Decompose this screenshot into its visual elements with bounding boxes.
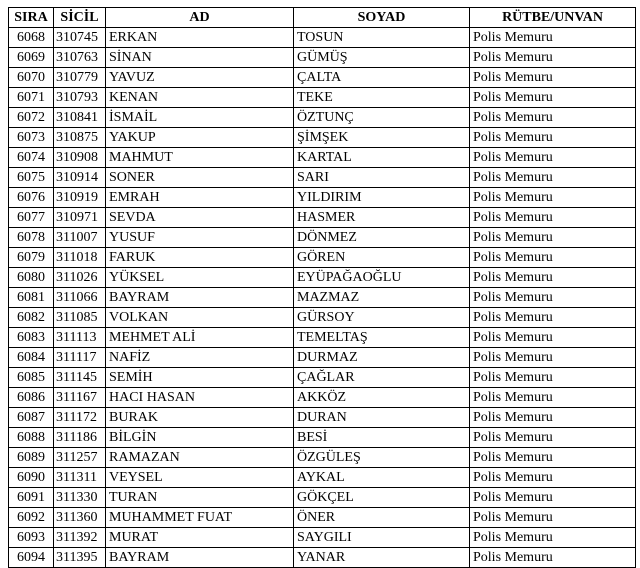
table-row <box>9 88 636 108</box>
ad-cell: VEYSEL <box>106 468 294 488</box>
table-row <box>9 268 636 288</box>
sicil-cell: 311330 <box>54 488 106 508</box>
ad-cell: SEVDA <box>106 208 294 228</box>
soyad-cell: ÇALTA <box>294 68 470 88</box>
soyad-cell: BESİ <box>294 428 470 448</box>
table-row <box>9 368 636 388</box>
ad-cell: ERKAN <box>106 28 294 48</box>
ad-cell: YÜKSEL <box>106 268 294 288</box>
sicil-cell: 311007 <box>54 228 106 248</box>
soyad-cell: EYÜPAĞAOĞLU <box>294 268 470 288</box>
ad-cell: MUHAMMET FUAT <box>106 508 294 528</box>
soyad-cell: GÖREN <box>294 248 470 268</box>
rutbe-unvan-cell: Polis Memuru <box>470 168 636 188</box>
rutbe-unvan-cell: Polis Memuru <box>470 548 636 568</box>
rutbe-unvan-cell: Polis Memuru <box>470 408 636 428</box>
table-header-row <box>9 8 636 28</box>
sicil-cell: 310914 <box>54 168 106 188</box>
soyad-cell: ÖZTUNÇ <box>294 108 470 128</box>
sicil-cell: 311167 <box>54 388 106 408</box>
sira-cell: 6091 <box>9 488 54 508</box>
table-body <box>9 28 636 568</box>
table-row <box>9 348 636 368</box>
ad-cell: BİLGİN <box>106 428 294 448</box>
sira-cell: 6085 <box>9 368 54 388</box>
sira-cell: 6087 <box>9 408 54 428</box>
table-row <box>9 408 636 428</box>
ad-cell: SONER <box>106 168 294 188</box>
table-row <box>9 168 636 188</box>
rutbe-unvan-cell: Polis Memuru <box>470 488 636 508</box>
rutbe-unvan-cell: Polis Memuru <box>470 288 636 308</box>
soyad-cell: YILDIRIM <box>294 188 470 208</box>
sicil-cell: 311145 <box>54 368 106 388</box>
rutbe-unvan-cell: Polis Memuru <box>470 508 636 528</box>
ad-cell: NAFİZ <box>106 348 294 368</box>
sicil-cell: 311085 <box>54 308 106 328</box>
sicil-cell: 311360 <box>54 508 106 528</box>
ad-cell: FARUK <box>106 248 294 268</box>
rutbe-unvan-cell: Polis Memuru <box>470 528 636 548</box>
soyad-cell: TEMELTAŞ <box>294 328 470 348</box>
sicil-cell: 311066 <box>54 288 106 308</box>
personnel-table <box>8 7 636 568</box>
sira-cell: 6090 <box>9 468 54 488</box>
ad-cell: YUSUF <box>106 228 294 248</box>
sicil-cell: 311392 <box>54 528 106 548</box>
soyad-cell: GÖKÇEL <box>294 488 470 508</box>
sira-cell: 6092 <box>9 508 54 528</box>
ad-cell: KENAN <box>106 88 294 108</box>
rutbe-unvan-cell: Polis Memuru <box>470 108 636 128</box>
sira-cell: 6088 <box>9 428 54 448</box>
soyad-cell: ÇAĞLAR <box>294 368 470 388</box>
rutbe-unvan-cell: Polis Memuru <box>470 68 636 88</box>
sira-cell: 6079 <box>9 248 54 268</box>
sira-cell: 6069 <box>9 48 54 68</box>
sicil-cell: 310841 <box>54 108 106 128</box>
soyad-cell: HASMER <box>294 208 470 228</box>
soyad-cell: GÜRSOY <box>294 308 470 328</box>
table-row <box>9 308 636 328</box>
table-row <box>9 68 636 88</box>
rutbe-unvan-cell: Polis Memuru <box>470 208 636 228</box>
header-sira: SIRA <box>9 8 54 28</box>
rutbe-unvan-cell: Polis Memuru <box>470 448 636 468</box>
table-row <box>9 108 636 128</box>
table-row <box>9 388 636 408</box>
sira-cell: 6094 <box>9 548 54 568</box>
ad-cell: TURAN <box>106 488 294 508</box>
sicil-cell: 311113 <box>54 328 106 348</box>
rutbe-unvan-cell: Polis Memuru <box>470 248 636 268</box>
ad-cell: MEHMET ALİ <box>106 328 294 348</box>
soyad-cell: KARTAL <box>294 148 470 168</box>
table-row <box>9 468 636 488</box>
ad-cell: YAKUP <box>106 128 294 148</box>
header-ad: AD <box>106 8 294 28</box>
ad-cell: VOLKAN <box>106 308 294 328</box>
table-row <box>9 528 636 548</box>
sicil-cell: 310919 <box>54 188 106 208</box>
soyad-cell: TEKE <box>294 88 470 108</box>
ad-cell: YAVUZ <box>106 68 294 88</box>
rutbe-unvan-cell: Polis Memuru <box>470 128 636 148</box>
rutbe-unvan-cell: Polis Memuru <box>470 428 636 448</box>
table-row <box>9 28 636 48</box>
sira-cell: 6072 <box>9 108 54 128</box>
ad-cell: RAMAZAN <box>106 448 294 468</box>
rutbe-unvan-cell: Polis Memuru <box>470 348 636 368</box>
rutbe-unvan-cell: Polis Memuru <box>470 48 636 68</box>
sicil-cell: 311018 <box>54 248 106 268</box>
table-row <box>9 128 636 148</box>
table-row <box>9 228 636 248</box>
ad-cell: İSMAİL <box>106 108 294 128</box>
soyad-cell: DÖNMEZ <box>294 228 470 248</box>
rutbe-unvan-cell: Polis Memuru <box>470 228 636 248</box>
sicil-cell: 311311 <box>54 468 106 488</box>
rutbe-unvan-cell: Polis Memuru <box>470 388 636 408</box>
rutbe-unvan-cell: Polis Memuru <box>470 368 636 388</box>
soyad-cell: TOSUN <box>294 28 470 48</box>
header-soyad: SOYAD <box>294 8 470 28</box>
table-row <box>9 548 636 568</box>
sira-cell: 6086 <box>9 388 54 408</box>
sira-cell: 6081 <box>9 288 54 308</box>
sicil-cell: 310779 <box>54 68 106 88</box>
sicil-cell: 310763 <box>54 48 106 68</box>
ad-cell: HACI HASAN <box>106 388 294 408</box>
header-sicil: SİCİL <box>54 8 106 28</box>
table-row <box>9 488 636 508</box>
sicil-cell: 311172 <box>54 408 106 428</box>
sira-cell: 6070 <box>9 68 54 88</box>
ad-cell: MURAT <box>106 528 294 548</box>
soyad-cell: GÜMÜŞ <box>294 48 470 68</box>
rutbe-unvan-cell: Polis Memuru <box>470 148 636 168</box>
ad-cell: MAHMUT <box>106 148 294 168</box>
header-rutbe-unvan: RÜTBE/UNVAN <box>470 8 636 28</box>
ad-cell: SEMİH <box>106 368 294 388</box>
table-row <box>9 148 636 168</box>
sira-cell: 6084 <box>9 348 54 368</box>
table-row <box>9 508 636 528</box>
sira-cell: 6074 <box>9 148 54 168</box>
table-row <box>9 248 636 268</box>
rutbe-unvan-cell: Polis Memuru <box>470 268 636 288</box>
sicil-cell: 310908 <box>54 148 106 168</box>
sira-cell: 6082 <box>9 308 54 328</box>
rutbe-unvan-cell: Polis Memuru <box>470 308 636 328</box>
soyad-cell: ŞİMŞEK <box>294 128 470 148</box>
sira-cell: 6075 <box>9 168 54 188</box>
ad-cell: BURAK <box>106 408 294 428</box>
sira-cell: 6073 <box>9 128 54 148</box>
sicil-cell: 311186 <box>54 428 106 448</box>
sira-cell: 6076 <box>9 188 54 208</box>
rutbe-unvan-cell: Polis Memuru <box>470 328 636 348</box>
soyad-cell: YANAR <box>294 548 470 568</box>
table-row <box>9 208 636 228</box>
sicil-cell: 311026 <box>54 268 106 288</box>
soyad-cell: AYKAL <box>294 468 470 488</box>
table-row <box>9 188 636 208</box>
soyad-cell: DURMAZ <box>294 348 470 368</box>
rutbe-unvan-cell: Polis Memuru <box>470 188 636 208</box>
soyad-cell: ÖZGÜLEŞ <box>294 448 470 468</box>
sira-cell: 6071 <box>9 88 54 108</box>
sicil-cell: 310875 <box>54 128 106 148</box>
soyad-cell: SARI <box>294 168 470 188</box>
soyad-cell: SAYGILI <box>294 528 470 548</box>
table-row <box>9 428 636 448</box>
table-row <box>9 288 636 308</box>
rutbe-unvan-cell: Polis Memuru <box>470 28 636 48</box>
soyad-cell: ÖNER <box>294 508 470 528</box>
sira-cell: 6089 <box>9 448 54 468</box>
soyad-cell: DURAN <box>294 408 470 428</box>
sicil-cell: 311117 <box>54 348 106 368</box>
ad-cell: BAYRAM <box>106 288 294 308</box>
sicil-cell: 311395 <box>54 548 106 568</box>
table-row <box>9 448 636 468</box>
rutbe-unvan-cell: Polis Memuru <box>470 468 636 488</box>
sira-cell: 6077 <box>9 208 54 228</box>
soyad-cell: MAZMAZ <box>294 288 470 308</box>
sira-cell: 6068 <box>9 28 54 48</box>
sicil-cell: 310745 <box>54 28 106 48</box>
sicil-cell: 311257 <box>54 448 106 468</box>
ad-cell: SİNAN <box>106 48 294 68</box>
sira-cell: 6093 <box>9 528 54 548</box>
soyad-cell: AKKÖZ <box>294 388 470 408</box>
sira-cell: 6078 <box>9 228 54 248</box>
ad-cell: BAYRAM <box>106 548 294 568</box>
sira-cell: 6083 <box>9 328 54 348</box>
table-row <box>9 48 636 68</box>
table-row <box>9 328 636 348</box>
ad-cell: EMRAH <box>106 188 294 208</box>
sicil-cell: 310793 <box>54 88 106 108</box>
rutbe-unvan-cell: Polis Memuru <box>470 88 636 108</box>
sira-cell: 6080 <box>9 268 54 288</box>
sicil-cell: 310971 <box>54 208 106 228</box>
